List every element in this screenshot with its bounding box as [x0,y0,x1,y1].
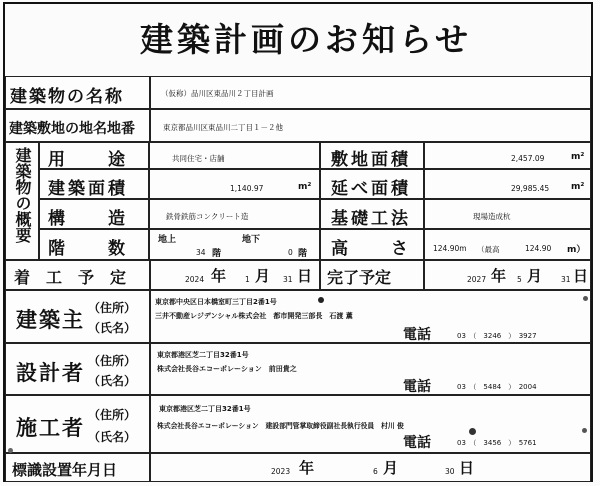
posted-value-cell [150,453,591,482]
floors-below-unit: 階 [298,249,308,259]
building-area-label: 建築面積 [48,179,128,199]
posted-year: 2023 [271,467,291,476]
mounting-bolt [469,428,476,435]
floor-area-value-cell [424,169,591,199]
building-name-value: （仮称）品川区東品川２丁目計画 [161,89,274,98]
finish-year: 2027 [467,275,487,284]
finish-label-cell [320,260,424,290]
contractor-label-cell [5,395,150,453]
start-value-cell [150,260,320,290]
floors-above-unit: 階 [212,249,222,259]
start-day: 31 [283,275,293,284]
owner-sub2: （氏名） [88,321,137,335]
start-month: 1 [245,275,250,284]
height-label: 高 さ [331,239,411,259]
floors-above-label: 地上 [158,235,177,245]
foundation-label-cell [320,199,424,229]
floor-area-label-cell [320,169,424,199]
use-value-cell [149,142,320,169]
building-area-label-cell [39,169,149,199]
contractor-label: 施工者 [16,416,85,440]
owner-tel-label: 電話 [403,327,431,343]
designer-tel-label: 電話 [403,379,431,395]
designer-sub1: （住所） [88,354,137,368]
building-name-value-cell [150,76,591,109]
mounting-bolt [318,297,324,303]
owner-name: 三井不動産レジデンシャル株式会社 都市開発三部長 石渡 薫 [155,312,353,320]
designer-sub2: （氏名） [88,374,137,388]
foundation-value-cell [424,199,591,229]
floors-label: 階 数 [48,239,128,259]
floor-area-label: 延べ面積 [331,179,411,199]
floors-above-value: 34 [196,248,206,257]
finish-day-unit: 日 [573,267,589,285]
site-address-label: 建築敷地の地名地番 [9,121,135,137]
structure-value-cell [149,199,320,229]
contractor-value-cell [150,395,591,453]
finish-label: 完了予定 [327,268,392,287]
contractor-tel: 03 （ 3456 ） 5761 [457,439,537,447]
start-year-unit: 年 [211,267,227,285]
designer-value-cell [150,343,591,395]
height-label-cell [320,229,424,260]
start-month-unit: 月 [255,267,271,285]
building-area-unit: m² [298,182,312,192]
owner-label: 建築主 [16,308,85,332]
site-area-label-cell [320,142,424,169]
finish-month-unit: 月 [527,267,543,285]
start-year: 2024 [185,275,205,284]
posted-month: 6 [373,467,378,476]
building-name-label-cell [5,76,150,109]
structure-label-cell [39,199,149,229]
use-value: 共同住宅・店舗 [172,154,225,163]
site-area-value: 2,457.09 [511,154,545,163]
mounting-bolt [583,296,588,301]
structure-value: 鉄骨鉄筋コンクリート造 [166,212,249,221]
posted-label-cell [5,453,150,482]
height-max-value: 124.90 [525,244,552,253]
contractor-sub2: （氏名） [88,430,137,444]
designer-label: 設計者 [16,361,85,385]
floors-label-cell [39,229,149,260]
site-area-value-cell [424,142,591,169]
start-day-unit: 日 [297,267,313,285]
height-value: 124.90m [433,244,467,253]
posted-day-unit: 日 [459,459,475,477]
site-area-unit: m² [571,152,585,162]
contractor-address: 東京都港区芝二丁目32番1号 [159,405,251,413]
finish-value-cell [424,260,591,290]
start-label-cell [5,260,150,290]
posted-day: 30 [445,467,455,476]
owner-tel: 03 （ 3246 ） 3927 [457,332,537,340]
height-value-cell [424,229,591,260]
designer-tel: 03 （ 5484 ） 2004 [457,383,537,391]
use-label: 用 途 [48,150,128,169]
foundation-label: 基礎工法 [331,209,411,229]
page-title: 建築計画のお知らせ [140,20,473,59]
owner-address: 東京都中央区日本橋室町三丁目2番1号 [155,298,277,306]
contractor-sub1: （住所） [88,408,137,422]
floor-area-unit: m² [571,182,585,192]
finish-year-unit: 年 [491,267,507,285]
floors-value-cell [149,229,320,260]
mounting-bolt [8,448,13,453]
building-area-value: 1,140.97 [230,184,264,193]
overview-side-cell [5,142,39,260]
designer-name: 株式会社長谷エコーポレーション 前田貴之 [157,365,297,373]
start-label: 着 工 予 定 [14,268,127,287]
floors-below-value: 0 [288,248,293,257]
floor-area-value: 29,985.45 [511,184,550,193]
use-label-cell [39,142,149,169]
site-area-label: 敷地面積 [331,150,411,169]
designer-label-cell [5,343,150,395]
site-address-value-cell [150,109,591,142]
posted-month-unit: 月 [383,459,399,477]
foundation-value: 現場造成杭 [473,212,511,221]
overview-side-label: 建築物の概要 [13,147,32,243]
owner-label-cell [5,290,150,343]
height-max-unit: m） [567,245,586,255]
structure-label: 構 造 [48,209,128,229]
owner-value-cell [150,290,591,343]
posted-year-unit: 年 [299,459,315,477]
floors-below-label: 地下 [242,235,261,245]
posted-label: 標識設置年月日 [12,461,118,479]
finish-month: 5 [517,275,522,284]
building-name-label: 建築物の名称 [10,87,124,107]
site-address-value: 東京都品川区東品川二丁目１－２他 [163,123,283,132]
mounting-bolt [582,428,587,433]
designer-address: 東京都港区芝二丁目32番1号 [157,351,249,359]
contractor-name: 株式会社長谷エコーポレーション 建設部門管掌取締役副社長執行役員 村川 俊 [157,422,404,430]
building-area-value-cell [149,169,320,199]
height-max-open: （最高 [477,245,500,254]
site-address-label-cell [5,109,150,142]
finish-day: 31 [561,275,571,284]
owner-sub1: （住所） [88,301,137,315]
contractor-tel-label: 電話 [403,435,431,451]
